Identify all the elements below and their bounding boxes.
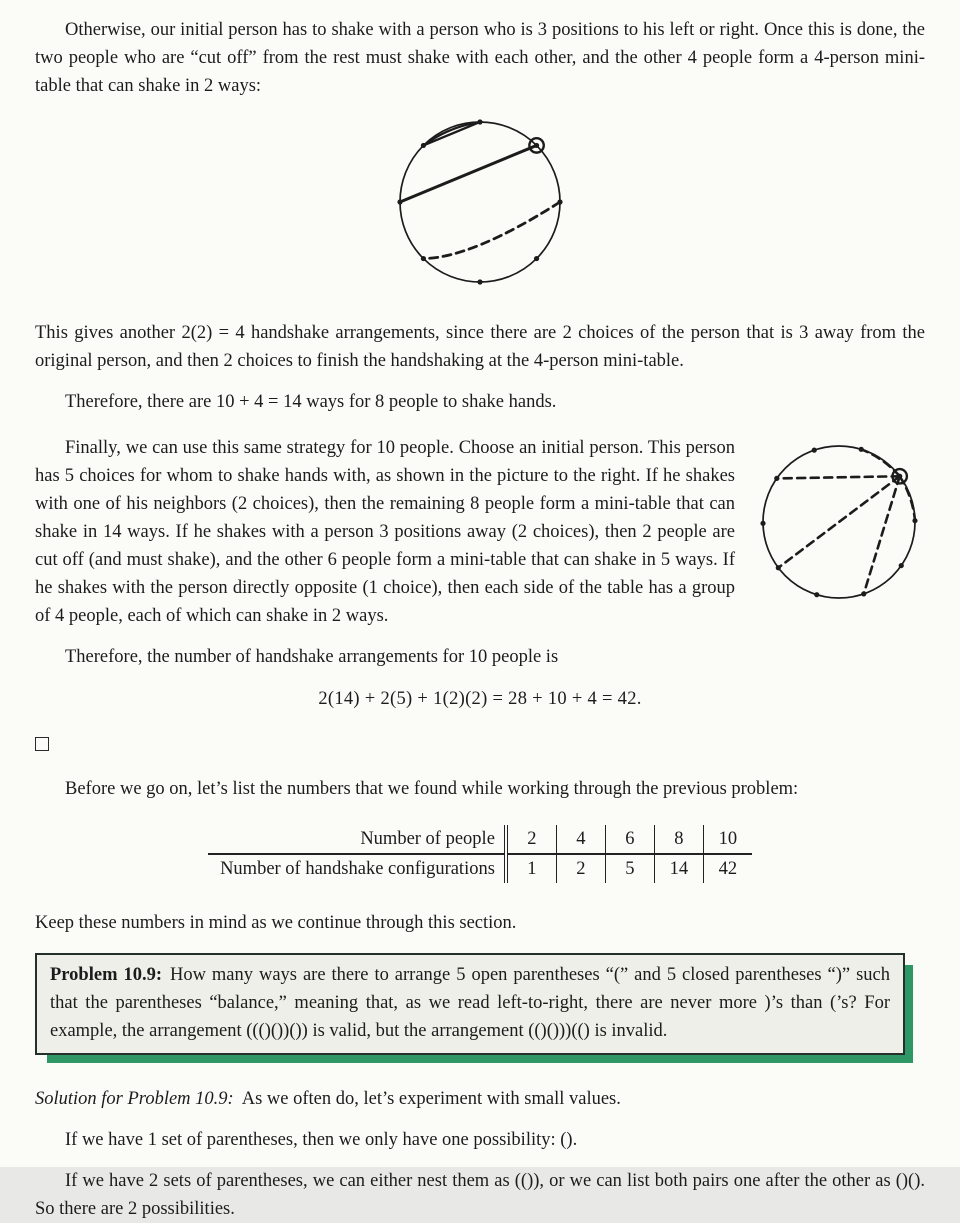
figure-10-people — [753, 436, 925, 617]
handshake-diagram-10-icon — [753, 436, 925, 608]
paragraph-finally: Finally, we can use this same strategy for 10 people. Choose an initial person. This person has 5 choices for whom to shake hands with, as shown in the picture to the right. If he shakes with one of his neighbors (2 choices), then the remaining 8 people form a mini-table that can shake in 14 ways. If he shakes with a person 3 positions away (2 choices), then 2 people are cut off (and must shake), and the other 6 people form a mini-table that can shake in 5 ways. If he shakes with the person directly opposite (1 choice), then each side of the table has a group of 4 people, each of which can shake in 2 ways. — [35, 438, 735, 626]
table-cell: 42 — [703, 854, 752, 883]
qed-square — [35, 737, 49, 751]
table-row-label: Number of people — [208, 825, 506, 854]
paragraph-one-set: If we have 1 set of parentheses, then we only have one possibility: (). — [65, 1130, 578, 1150]
table-cell: 8 — [654, 825, 703, 854]
table-cell: 2 — [506, 825, 557, 854]
problem-label: Problem 10.9: — [50, 965, 162, 985]
handshake-count-table — [208, 825, 752, 883]
paragraph-this-gives: This gives another 2(2) = 4 handshake arrangements, since there are 2 choices of the person that is 3 away from the original person, and then 2 choices to finish the handshaking at the 4-person mini-table. — [35, 323, 925, 371]
table-row — [208, 825, 752, 854]
table-cell: 1 — [527, 859, 537, 879]
problem-text: How many ways are there to arrange 5 open parentheses “(” and 5 closed parentheses “)” such that the parentheses “balance,” meaning that, as we read left-to-right, there are never more )’s than (’s? For example, the arrangement ((()())()) is valid, but the arrangement (()()))(() is invalid. — [50, 965, 891, 1041]
table-row-label: Number of handshake configurations — [208, 854, 506, 883]
paragraph-before: Before we go on, let’s list the numbers that we found while working through the previous problem: — [65, 779, 799, 799]
paragraph-therefore-10: Therefore, the number of handshake arrangements for 10 people is — [65, 647, 559, 667]
equation: 2(14) + 2(5) + 1(2)(2) = 28 + 10 + 4 = 42. — [318, 689, 642, 709]
solution-label: Solution for Problem 10.9: — [35, 1089, 234, 1109]
table-cell: 14 — [654, 854, 703, 883]
paragraph-therefore-8: Therefore, there are 10 + 4 = 14 ways for 8 people to shake hands. — [65, 392, 557, 412]
figure-8-people — [35, 112, 925, 301]
paragraph-otherwise: Otherwise, our initial person has to shake with a person who is 3 positions to his left or right. Once this is done, the two people who are “cut off” from the rest must shake with each other, and the other 4 people form a 4-person mini-table that can shake in 2 ways: — [35, 20, 925, 96]
table-cell: 4 — [556, 825, 605, 854]
paragraph-two-sets: If we have 2 sets of parentheses, we can either nest them as (()), or we can list both pairs one after the other as ()(). So there are 2 possibilities. — [35, 1171, 925, 1219]
paragraph-keep: Keep these numbers in mind as we continue through this section. — [35, 913, 517, 933]
handshake-diagram-8-icon — [390, 112, 570, 292]
table-cell: 6 — [605, 825, 654, 854]
solution-text: As we often do, let’s experiment with small values. — [241, 1089, 621, 1109]
solution-paragraph — [35, 1085, 925, 1113]
table-row — [208, 854, 752, 883]
problem-box — [35, 953, 905, 1055]
table-cell: 5 — [605, 854, 654, 883]
table-cell: 10 — [703, 825, 752, 854]
paragraph-finally-block — [35, 434, 925, 630]
table-cell: 2 — [556, 854, 605, 883]
